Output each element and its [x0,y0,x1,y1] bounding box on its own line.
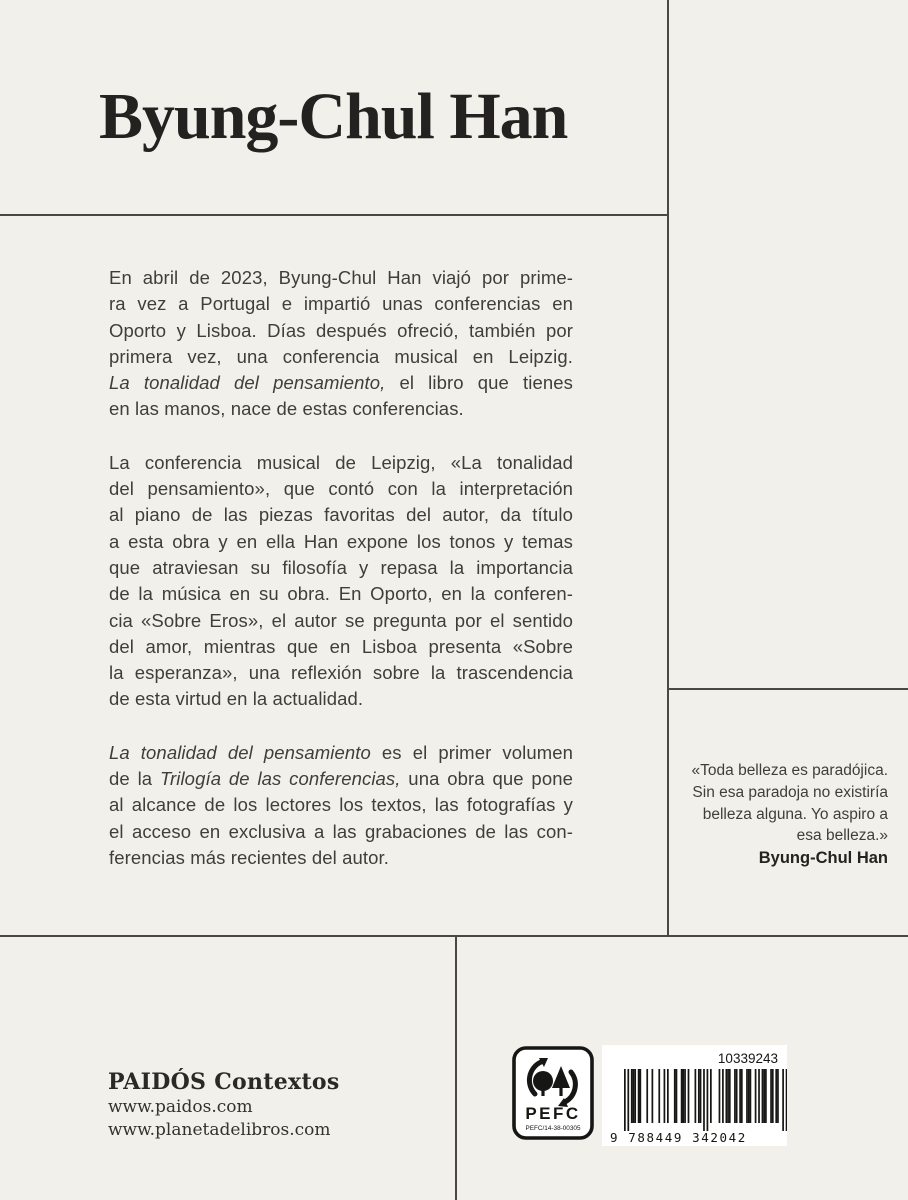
divider-horizontal-above-quote [667,688,908,690]
synopsis-line: La tonalidad del pensamiento, el libro que tienes [109,372,573,394]
barcode [602,1045,787,1151]
divider-vertical-main [667,0,669,936]
synopsis-line: en las manos, nace de estas conferencias. [109,398,464,420]
publisher-url-planetadelibros: www.planetadelibros.com [108,1119,331,1140]
synopsis-line: de esta virtud en la actualidad. [109,688,364,710]
synopsis-line: al alcance de los lectores los textos, las fotografías y [109,794,573,816]
pull-quote [692,760,888,870]
synopsis-line: cia «Sobre Eros», el autor se pregunta por el sentido [109,609,573,631]
synopsis-line: ferencias más recientes del autor. [109,846,390,868]
divider-horizontal-bottom [0,935,908,937]
synopsis-line: La tonalidad del pensamiento es el primer volumen [109,741,573,763]
pefc-certificate-number: PEFC/14-38-00305 [525,1125,581,1132]
synopsis-line: primera vez, una conferencia musical en Leipzig. [109,345,573,367]
quote-line: belleza alguna. Yo aspiro a [702,805,888,823]
quote-attribution: Byung-Chul Han [758,849,888,868]
barcode-product-code: 10339243 [717,1051,778,1066]
divider-vertical-bottom [455,935,457,1200]
divider-horizontal-under-title [0,214,668,216]
synopsis-line: al piano de las piezas favoritas del autor, da título [109,504,573,526]
quote-line: Sin esa paradoja no existiría [692,783,888,801]
synopsis-line: que atraviesan su filosofía y repasa la importancia [109,556,573,578]
synopsis-line: de la Trilogía de las conferencias, una obra que pone [109,768,573,790]
imprint-name: PAIDÓS Contextos [108,1069,340,1095]
synopsis-line: Oporto y Lisboa. Días después ofreció, también por [109,319,573,341]
synopsis-paragraph [109,450,573,713]
quote-lines [692,760,888,847]
quote-line: «Toda belleza es paradójica. [691,762,888,779]
quote-line: esa belleza.» [796,827,888,845]
pefc-logo [512,1046,594,1145]
synopsis-line: ra vez a Portugal e impartió unas conferencias en [109,293,573,315]
synopsis-line: a esta obra y en ella Han expone los tonos y temas [109,530,573,552]
barcode-icon [602,1045,787,1146]
synopsis-line: de la música en su obra. En Oporto, en la conferen- [109,583,573,605]
barcode-ean-text: 9 788449 342042 [610,1130,747,1145]
synopsis-line: la esperanza», una reflexión sobre la trascendencia [109,662,573,684]
synopsis [109,265,573,898]
pefc-label: PEFC [525,1104,581,1123]
synopsis-line: del pensamiento», que contó con la interpretación [109,478,573,500]
synopsis-line: el acceso en exclusiva a las grabaciones de las con- [109,820,573,842]
synopsis-line: En abril de 2023, Byung-Chul Han viajó por prime- [109,267,573,288]
pefc-icon [512,1046,594,1140]
synopsis-line: del amor, mientras que en Lisboa presenta «Sobre [109,635,573,657]
synopsis-line: La conferencia musical de Leipzig, «La tonalidad [109,451,573,473]
synopsis-paragraph [109,740,573,871]
publisher-url-paidos: www.paidos.com [108,1097,253,1117]
synopsis-paragraph [109,265,573,423]
publisher-block [108,1068,340,1141]
author-title: Byung-Chul Han [99,80,568,153]
